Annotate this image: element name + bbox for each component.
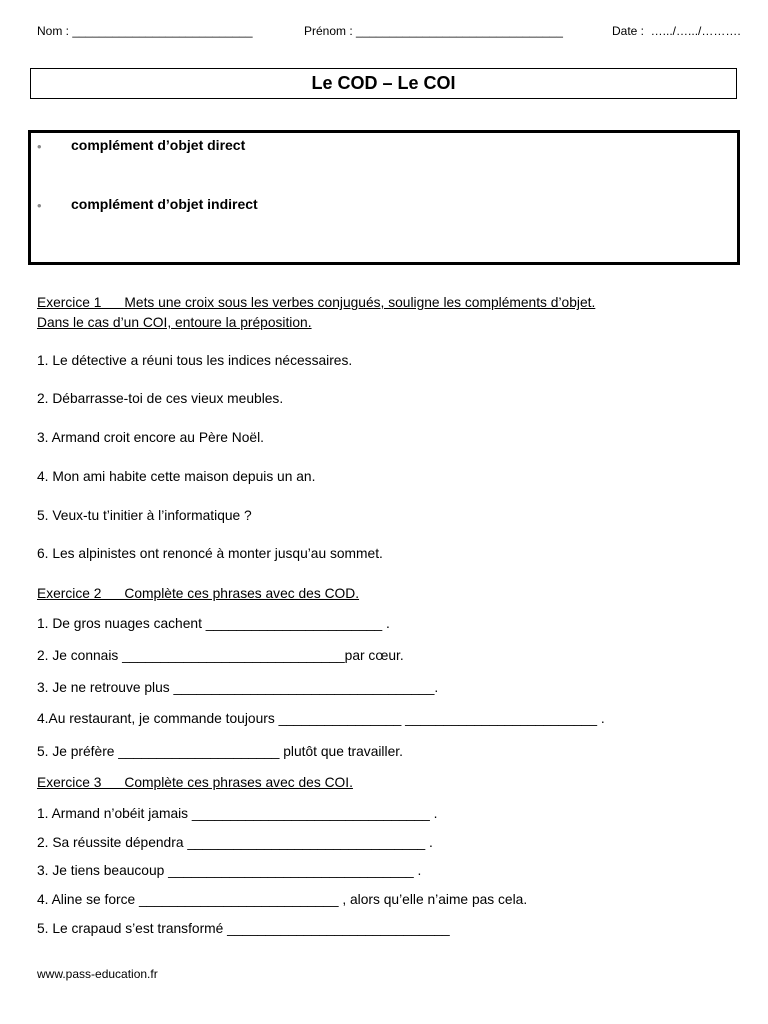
exercise2-item: 2. Je connais _____________________________par cœur. <box>37 648 404 663</box>
bullet-icon: • <box>37 139 42 154</box>
exercise1-title: Exercice 1 Mets une croix sous les verbes conjugués, souligne les compléments d’objet. <box>37 295 596 310</box>
exercise2-item: 5. Je préfère _____________________ plutôt que travailler. <box>37 744 403 759</box>
exercise1-item: 6. Les alpinistes ont renoncé à monter jusqu’au sommet. <box>37 546 383 561</box>
exercise3-item: 1. Armand n’obéit jamais _______________________________ . <box>37 806 438 821</box>
firstname-field-label: Prénom : _______________________________ <box>304 24 563 38</box>
definition-cod: complément d’objet direct <box>71 137 246 153</box>
exercise1-subtitle: Dans le cas d’un COI, entoure la préposition. <box>37 315 312 330</box>
title-box <box>30 68 737 99</box>
page-title: Le COD – Le COI <box>311 73 456 93</box>
definition-coi: complément d’objet indirect <box>71 196 258 212</box>
definitions-box <box>28 130 740 265</box>
exercise1-item: 3. Armand croit encore au Père Noël. <box>37 430 265 445</box>
exercise2-item: 3. Je ne retrouve plus __________________________________. <box>37 680 439 695</box>
exercise3-item: 5. Le crapaud s’est transformé _____________________________ <box>37 921 450 936</box>
bullet-icon: • <box>37 198 42 213</box>
exercise3-item: 3. Je tiens beaucoup ________________________________ . <box>37 863 422 878</box>
exercise3-item: 2. Sa réussite dépendra _______________________________ . <box>37 835 433 850</box>
footer-website: www.pass-education.fr <box>37 967 158 981</box>
exercise2-title: Exercice 2 Complète ces phrases avec des COD. <box>37 586 360 601</box>
exercise2-item: 4.Au restaurant, je commande toujours ________________ _________________________ . <box>37 711 605 726</box>
date-field-label: Date : ….../….../………. <box>612 24 741 38</box>
exercise1-item: 2. Débarrasse-toi de ces vieux meubles. <box>37 391 284 406</box>
exercise1-item: 5. Veux-tu t’initier à l’informatique ? <box>37 508 252 523</box>
name-field-label: Nom : ___________________________ <box>37 24 253 38</box>
exercise2-item: 1. De gros nuages cachent _______________________ . <box>37 616 390 631</box>
exercise1-item: 1. Le détective a réuni tous les indices nécessaires. <box>37 353 353 368</box>
exercise3-item: 4. Aline se force __________________________ , alors qu’elle n’aime pas cela. <box>37 892 528 907</box>
exercise1-item: 4. Mon ami habite cette maison depuis un an. <box>37 469 316 484</box>
exercise3-title: Exercice 3 Complète ces phrases avec des COI. <box>37 775 353 790</box>
